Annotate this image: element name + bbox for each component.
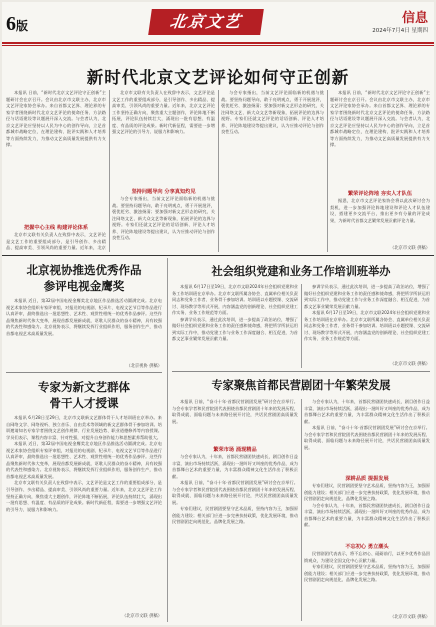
section-title: 信息 [401, 11, 428, 26]
film-headline: 北京视协推选优秀作品 参评电视金鹰奖 [26, 263, 142, 293]
masthead [2, 2, 434, 42]
lead-headline: 新时代北京文艺评论如何守正创新 [86, 68, 350, 87]
column-divider [218, 90, 219, 252]
drama-subhead-2: 深耕品质 提振发展 [345, 476, 389, 482]
lead-column-4b: 据悉，北京市文艺评论家协会将以此次研讨会为契机，进一步加强评论阵地建设和评论人才队伍建设，搭建更多交流平台，推出更多有分量的评论成果，为新时代首都文艺繁荣发展贡献评论力量。 [330, 198, 430, 223]
drama-byline: （北京市文联 供稿） [389, 615, 430, 620]
article-rule [6, 372, 162, 373]
section-rule [2, 255, 434, 256]
drama-body-5: 民营剧团代表表示，将不忘初心、砥砺前行，以更多优秀作品回馈观众，为建设全国文化中心贡献力量。 专家们建议，民营剧团要坚守艺术品质，坚持内容为王，加强原创能力建设；相关部门应进一步完善扶持政策，优化发展环境，推动民营剧团走向规范化、品牌化发展之路。 [304, 551, 430, 583]
lead-column-3: 与会专家指出，当前文艺评论面临新的机遇与挑战。要坚持问题导向，敢于亮明观点，勇于开展批评，褒优贬劣、激浊扬清；要加强对新文艺形态的研究，关注网络文艺、新大众文艺等新现象，拓展评论的边界与视野。专家们还就文艺评论的话语创新、评论人才培养、评论阵地建设等提出建议，认为应推动评论与创作良性互动。 [221, 90, 324, 135]
drama-body-4: 专家们建议，民营剧团要坚守艺术品质，坚持内容为王，加强原创能力建设；相关部门应进一步完善扶持政策，优化发展环境，推动民营剧团走向规范化、品牌化发展之路。 与会专家认为，十年来，首都民营剧团快速成长，剧目创作日益丰富，演出市场持续活跃，涌现出一批叫好又叫座的优秀作品，成为首都舞台艺术的重要力量，为丰富群众精神文化生活作出了积极贡献。 [304, 483, 430, 528]
column-divider [167, 258, 168, 622]
talent-byline: （北京市文联 供稿） [121, 614, 162, 619]
film-body: 本报讯 近日，第32届中国电视金鹰奖北京地区作品推选活动圆满完成。北京电视艺术家协会组织专家评审组，对报送的电视剧、纪录片、电视文艺节目等作品进行认真评审，最终推选出一批思想性、艺术性、观赏性相统一的优秀作品参评。这些作品聚焦新时代伟大变革，展现首都发展新成就，讴歌人民群众的奋斗精神，具有较强的代表性和感染力。北京视协表示，将继续发挥行业组织作用，服务创作生产，推动首都电视艺术高质量发展。 [6, 298, 162, 336]
film-byline: （北京视协 供稿） [126, 364, 162, 369]
issue-date: 2024年7月4日 星期四 [372, 28, 428, 34]
lead-column-1b: 北京市文联有关负责人在致辞中表示，文艺评论是文艺工作的重要组成部分，是引导创作、多出精品、提高审美、引领风尚的重要力量。近年来，北京 [6, 232, 106, 251]
lead-subhead-1: 把握中心主线 构建评论体系 [23, 225, 89, 231]
party-headline: 社会组织党建和业务工作培训班举办 [211, 264, 391, 278]
lead-column-1: 本报讯 日前，“新时代北京文艺评论守正创新”主题研讨会在京召开。会议由北京市文联主办，北京市文艺评论家协会承办。来自首都文艺界、理论界的专家学者围绕新时代北京文艺评论的使命任务、方法路径与话语建设等议题展开深入交流。与会者认为，北京文艺评论应坚持以人民为中心的创作导向，立足首都城市战略定位，在理论建构、批评实践和人才培养等方面持续发力，为推动文艺高质量发展提供有力支撑。 [6, 90, 106, 148]
paper-logo: 北京文艺 [148, 9, 264, 35]
talent-headline: 专家为新文艺群体 骨干人才授课 [38, 380, 130, 410]
masthead-rule-thin [2, 45, 434, 46]
lead-byline: （北京市文联 供稿） [389, 246, 430, 251]
lead-subhead-3: 繁荣评论阵地 夯实人才队伍 [347, 191, 413, 197]
lead-subhead-2: 坚持问题导向 分享真知灼见 [131, 189, 196, 195]
drama-subhead-1: 繁荣市场 涌现精品 [213, 447, 257, 453]
column-divider [327, 90, 328, 252]
drama-body-1: 本报讯 日前，“奋斗十年·首都民营剧团发展”研讨会在京举行。与会专家学者和民营院团代表围绕首都民营剧团十年来的发展历程、取得成就、面临问题与未来路径展开讨论，共话民营剧团高质量发展。 [172, 399, 298, 424]
column-divider [301, 399, 302, 621]
column-divider [301, 284, 302, 368]
talent-body: 本报讯 6月28日至29日，北京市文联新文艺群体骨干人才培训班在京举办。来自网络文学、网络视听、独立音乐、自由美术等领域的新文艺群体骨干参加培训。培训邀请知名专家学者围绕文艺创作规律、行业发展趋势、职业道德修养等内容授课。学员们表示，课程内容丰富、针对性强，对提升自身创作能力和思想素养帮助很大。 本报讯 近日，第32届中国电视金鹰奖北京地区作品推选活动圆满完成。北京电视艺术家协会组织专家评审组，对报送的电视剧、纪录片、电视文艺节目等作品进行认真评审，最终推选出一批思想性、艺术性、观赏性相统一的优秀作品参评。这些作品聚焦新时代伟大变革，展现首都发展新成就，讴歌人民群众的奋斗精神，具有较强的代表性和感染力。北京视协表示，将继续发挥行业组织作用，服务创作生产，推动首都电视艺术高质量发展。 北京市文联有关负责人在致辞中表示，文艺评论是文艺工作的重要组成部分，是引导创作、多出精品、提高审美、引领风尚的重要力量。近年来，北京文艺评论工作坚持正确方向，聚焦重大主题创作，评论阵地不断拓展，评论队伍持续壮大，涌现出一批有思想、有温度、有品质的评论成果。新时代新征程，需要进一步增强文艺评论的引导力、说服力和影响力。 [6, 415, 162, 512]
column-divider [109, 90, 110, 252]
drama-body-3: 与会专家认为，十年来，首都民营剧团快速成长，剧目创作日益丰富，演出市场持续活跃，涌现出一批叫好又叫座的优秀作品，成为首都舞台艺术的重要力量，为丰富群众精神文化生活作出了积极贡献。 本报讯 日前，“奋斗十年·首都民营剧团发展”研讨会在京举行。与会专家学者和民营院团代表围绕首都民营剧团十年来的发展历程、取得成就、面临问题与未来路径展开讨论，共话民营剧团高质量发展。 [304, 399, 430, 450]
article-rule [172, 371, 430, 372]
party-body-left: 本报讯 6月17日至19日，北京市文联2024年社会组织党建和业务工作培训班在京举办。北京市文联所属各协会、直属单位相关负责同志和党务工作者、业务骨干参加培训。培训班以专题授课、交流研讨、现场教学等形式开展，内容涵盖党的创新理论、社会组织党建工作实务、业务工作规范等方面。 参训学员表示，通过此次培训，进一步提高了政治站位，增强了做好社会组织党建和业务工作的责任感和使命感，将把所学所获运用到实际工作中，推动党建工作与业务工作深度融合、相互促进，为首都文艺事业繁荣发展贡献力量。 [172, 284, 298, 342]
page-number: 6版 [6, 13, 29, 35]
drama-subhead-3: 不忘初心 勇立潮头 [345, 544, 389, 550]
drama-body-2: 与会专家认为，十年来，首都民营剧团快速成长，剧目创作日益丰富，演出市场持续活跃，涌现出一批叫好又叫座的优秀作品，成为首都舞台艺术的重要力量，为丰富群众精神文化生活作出了积极贡献。 本报讯 日前，“奋斗十年·首都民营剧团发展”研讨会在京举行。与会专家学者和民营院团代表围绕首都民营剧团十年来的发展历程、取得成就、面临问题与未来路径展开讨论，共话民营剧团高质量发展。 专家们建议，民营剧团要坚守艺术品质，坚持内容为王，加强原创能力建设；相关部门应进一步完善扶持政策，优化发展环境，推动民营剧团走向规范化、品牌化发展之路。 [172, 454, 298, 525]
masthead-rule [2, 42, 434, 44]
newspaper-page [2, 2, 434, 625]
lead-column-2: 北京市文联有关负责人在致辞中表示，文艺评论是文艺工作的重要组成部分，是引导创作、多出精品、提高审美、引领风尚的重要力量。近年来，北京文艺评论工作坚持正确方向，聚焦重大主题创作，评论阵地不断拓展，评论队伍持续壮大，涌现出一批有思想、有温度、有品质的评论成果。新时代新征程，需要进一步增强文艺评论的引导力、说服力和影响力。 [112, 90, 215, 135]
party-byline: （北京市文联 供稿） [389, 362, 430, 367]
lead-column-4: 本报讯 日前，“新时代北京文艺评论守正创新”主题研讨会在京召开。会议由北京市文联主办，北京市文艺评论家协会承办。来自首都文艺界、理论界的专家学者围绕新时代北京文艺评论的使命任务、方法路径与话语建设等议题展开深入交流。与会者认为，北京文艺评论应坚持以人民为中心的创作导向，立足首都城市战略定位，在理论建构、批评实践和人才培养等方面持续发力，为推动文艺高质量发展提供有力支撑。 [330, 90, 430, 148]
lead-column-2b: 与会专家指出，当前文艺评论面临新的机遇与挑战。要坚持问题导向，敢于亮明观点，勇于开展批评，褒优贬劣、激浊扬清；要加强对新文艺形态的研究，关注网络文艺、新大众文艺等新现象，拓展评论的边界与视野。专家们还就文艺评论的话语创新、评论人才培养、评论阵地建设等提出建议，认为应推动评论与创作良性互动。 [112, 196, 215, 241]
drama-headline: 专家聚焦首都民营剧团十年繁荣发展 [211, 378, 391, 392]
party-body-right: 参训学员表示，通过此次培训，进一步提高了政治站位，增强了做好社会组织党建和业务工作的责任感和使命感，将把所学所获运用到实际工作中，推动党建工作与业务工作深度融合、相互促进，为首都文艺事业繁荣发展贡献力量。 本报讯 6月17日至19日，北京市文联2024年社会组织党建和业务工作培训班在京举办。北京市文联所属各协会、直属单位相关负责同志和党务工作者、业务骨干参加培训。培训班以专题授课、交流研讨、现场教学等形式开展，内容涵盖党的创新理论、社会组织党建工作实务、业务工作规范等方面。 [304, 284, 430, 342]
